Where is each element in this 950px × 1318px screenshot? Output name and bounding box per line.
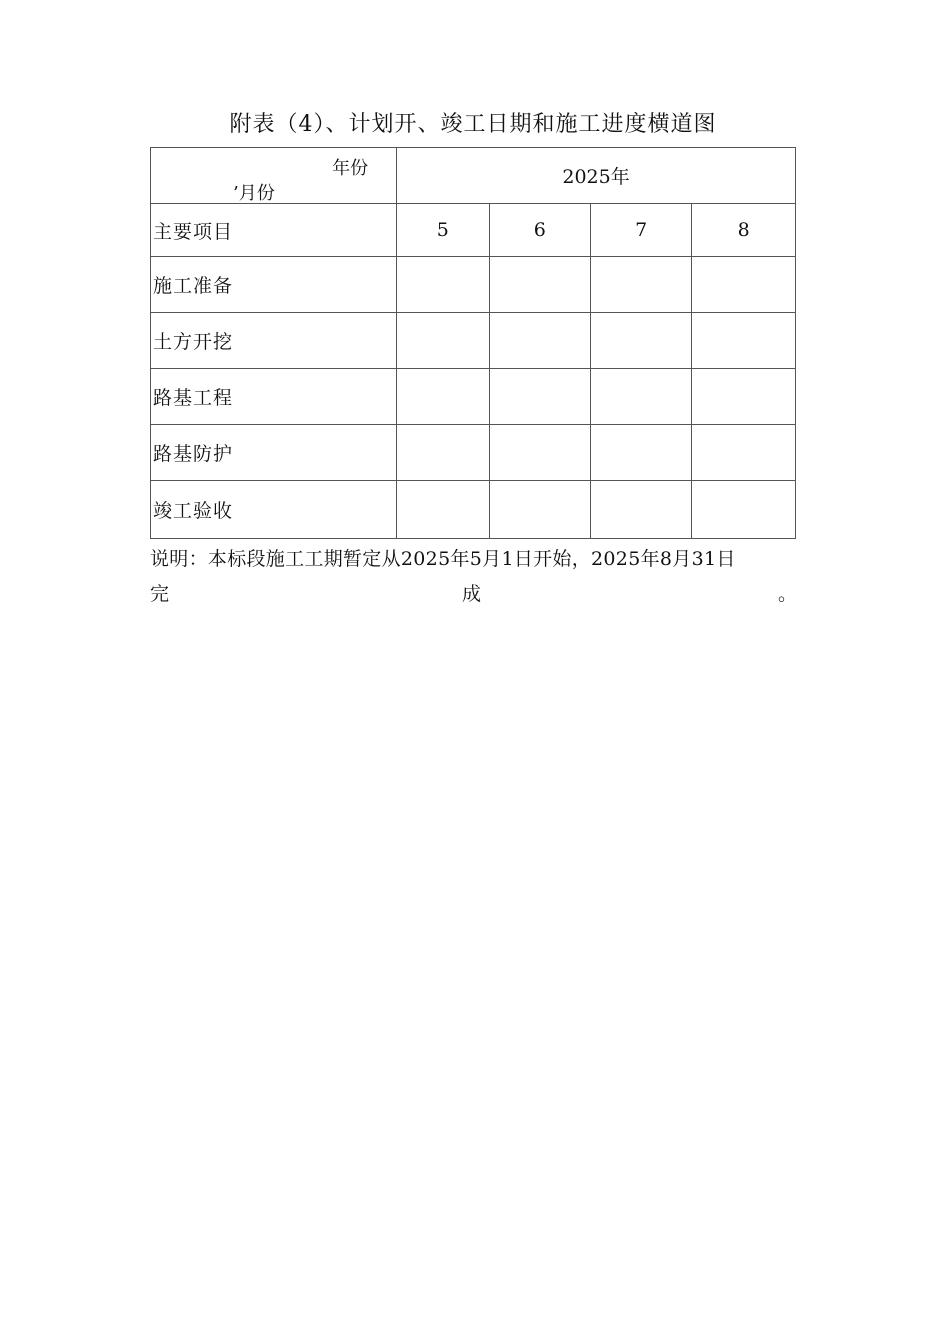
schedule-cell	[489, 425, 590, 481]
year-header: 2025年	[397, 148, 796, 204]
table-row	[151, 313, 796, 369]
schedule-cell	[489, 257, 590, 313]
months-row	[151, 204, 796, 257]
item-label: 路基工程	[151, 369, 397, 425]
note-text: 说明：本标段施工工期暂定从2025年5月1日开始，2025年8月31日	[150, 548, 736, 570]
item-header: 主要项目	[151, 204, 397, 257]
note-word: 。	[778, 583, 798, 605]
schedule-cell	[591, 257, 692, 313]
schedule-cell	[397, 425, 489, 481]
item-label: 路基防护	[151, 425, 397, 481]
month-header-5: 5	[397, 204, 489, 257]
schedule-cell	[692, 369, 796, 425]
note-continuation	[150, 580, 796, 608]
table-row	[151, 257, 796, 313]
month-header-8: 8	[692, 204, 796, 257]
corner-year-label: 年份	[332, 158, 369, 179]
schedule-cell	[489, 369, 590, 425]
table-row	[151, 369, 796, 425]
item-label: 施工准备	[151, 257, 397, 313]
schedule-cell	[591, 481, 692, 539]
schedule-cell	[489, 481, 590, 539]
schedule-cell	[397, 369, 489, 425]
schedule-cell	[692, 481, 796, 539]
schedule-table	[150, 147, 796, 539]
schedule-cell	[397, 257, 489, 313]
month-header-7: 7	[591, 204, 692, 257]
page-title: 附表（4）、计划开、竣工日期和施工进度横道图	[229, 112, 717, 137]
schedule-cell	[397, 313, 489, 369]
corner-cell	[151, 148, 397, 204]
schedule-cell	[591, 313, 692, 369]
corner-month-label: ’月份	[233, 183, 275, 204]
schedule-cell	[692, 425, 796, 481]
item-label: 土方开挖	[151, 313, 397, 369]
table-row	[151, 481, 796, 539]
month-header-6: 6	[489, 204, 590, 257]
schedule-cell	[591, 425, 692, 481]
schedule-cell	[489, 313, 590, 369]
table-row	[151, 425, 796, 481]
item-label: 竣工验收	[151, 481, 397, 539]
schedule-cell	[692, 257, 796, 313]
table-header-row	[151, 148, 796, 204]
note-word: 完	[150, 583, 170, 605]
note-word: 成	[462, 583, 482, 605]
schedule-cell	[591, 369, 692, 425]
schedule-cell	[692, 313, 796, 369]
schedule-cell	[397, 481, 489, 539]
